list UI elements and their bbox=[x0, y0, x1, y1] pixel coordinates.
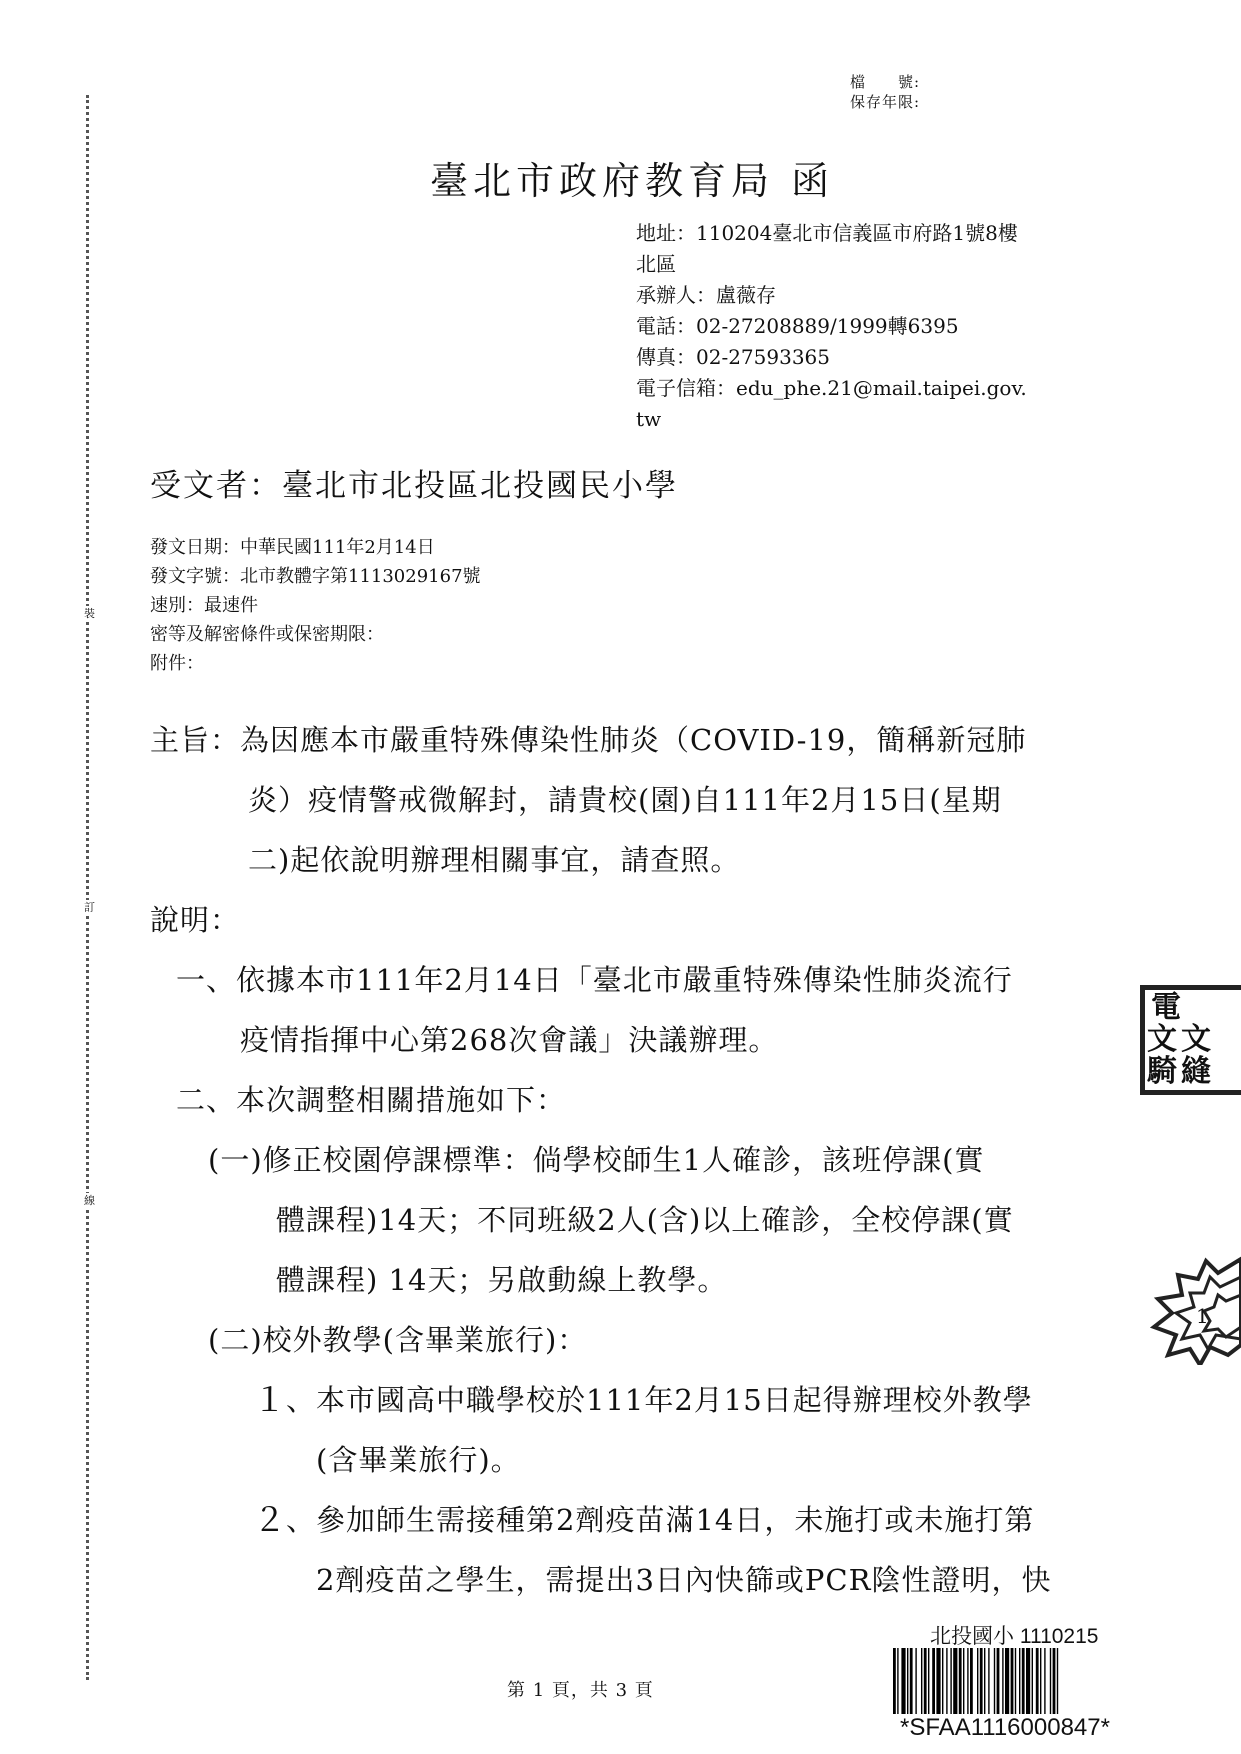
speed-category: 速別：最速件 bbox=[150, 595, 258, 616]
explanation-item-1-line-2: 疫情指揮中心第268次會議」決議辦理。 bbox=[240, 1023, 779, 1057]
filing-info bbox=[850, 72, 920, 112]
email-line-2: tw bbox=[636, 407, 662, 431]
file-number-label: 檔 號: bbox=[850, 73, 921, 91]
attachment: 附件： bbox=[150, 653, 204, 674]
stamp-char-4: 騎 bbox=[1147, 1054, 1177, 1089]
secrecy-level: 密等及解密條件或保密期限： bbox=[150, 624, 384, 645]
retention-period-label: 保存年限: bbox=[850, 93, 921, 111]
stamp-char-2: 文 bbox=[1147, 1022, 1177, 1057]
seam-stamp bbox=[1140, 985, 1241, 1095]
point-1-line-1: 、本市國高中職學校於111年2月15日起得辦理校外教學 bbox=[286, 1383, 1033, 1417]
stamp-char-3: 文 bbox=[1181, 1022, 1211, 1057]
seal-label: 1 bbox=[1196, 1304, 1209, 1328]
phone: 電話：02-27208889/1999轉6395 bbox=[636, 314, 959, 338]
fax: 傳真：02-27593365 bbox=[636, 345, 831, 369]
page-number: 第 1 頁，共 3 頁 bbox=[507, 1680, 654, 1701]
explanation-item-2: 二、本次調整相關措施如下： bbox=[176, 1083, 567, 1117]
binding-mark-zhuang: 裝 bbox=[84, 607, 95, 620]
address-line-1: 地址：110204臺北市信義區市府路1號8樓 bbox=[636, 221, 1018, 245]
sub-item-1-line-3: 體課程) 14天；另啟動線上教學。 bbox=[276, 1263, 728, 1297]
sub-item-2: (二)校外教學(含畢業旅行)： bbox=[208, 1323, 588, 1357]
barcode-icon bbox=[893, 1648, 1133, 1714]
address-line-2: 北區 bbox=[636, 252, 676, 276]
binding-mark-ding: 訂 bbox=[84, 901, 95, 914]
handler: 承辦人：盧薇存 bbox=[636, 283, 776, 307]
school-code: 北投國小 1110215 bbox=[930, 1625, 1099, 1648]
subject-line-3: 二)起依說明辦理相關事宜，請查照。 bbox=[248, 843, 741, 877]
document-title: 臺北市政府教育局 函 bbox=[430, 159, 835, 203]
point-1-number: １ bbox=[253, 1380, 287, 1419]
explanation-item-1-line-1: 一、依據本市111年2月14日「臺北市嚴重特殊傳染性肺炎流行 bbox=[176, 963, 1013, 997]
sub-item-1-line-2: 體課程)14天；不同班級2人(含)以上確診，全校停課(實 bbox=[276, 1203, 1014, 1237]
stamp-char-1: 電 bbox=[1151, 990, 1181, 1025]
explanation-heading: 說明： bbox=[150, 903, 241, 937]
contact-block bbox=[636, 218, 1106, 435]
subject-line-1: 主旨：為因應本市嚴重特殊傳染性肺炎（COVID-19，簡稱新冠肺 bbox=[150, 723, 1027, 757]
binding-mark-xian: 線 bbox=[84, 1194, 95, 1207]
dispatch-meta bbox=[150, 533, 481, 678]
email-line-1: 電子信箱：edu_phe.21@mail.taipei.gov. bbox=[636, 376, 1027, 400]
dispatch-number: 發文字號：北市教體字第1113029167號 bbox=[150, 566, 481, 587]
point-2-line-2: 2劑疫苗之學生，需提出3日內快篩或PCR陰性證明，快 bbox=[316, 1563, 1052, 1597]
barcode-text: *SFAA1116000847* bbox=[900, 1714, 1110, 1741]
seal-icon bbox=[1148, 1255, 1241, 1365]
subject-line-2: 炎）疫情警戒微解封，請貴校(園)自111年2月15日(星期 bbox=[248, 783, 1002, 817]
stamp-char-5: 縫 bbox=[1181, 1054, 1211, 1089]
point-2-line-1: 、參加師生需接種第2劑疫苗滿14日，未施打或未施打第 bbox=[286, 1503, 1035, 1537]
binding-margin-line bbox=[86, 95, 97, 1680]
recipient: 受文者：臺北市北投區北投國民小學 bbox=[150, 468, 678, 504]
point-2-number: ２ bbox=[253, 1500, 287, 1539]
point-1-line-2: (含畢業旅行)。 bbox=[316, 1443, 521, 1477]
sub-item-1-line-1: (一)修正校園停課標準：倘學校師生1人確診，該班停課(實 bbox=[208, 1143, 985, 1177]
dispatch-date: 發文日期：中華民國111年2月14日 bbox=[150, 537, 435, 558]
